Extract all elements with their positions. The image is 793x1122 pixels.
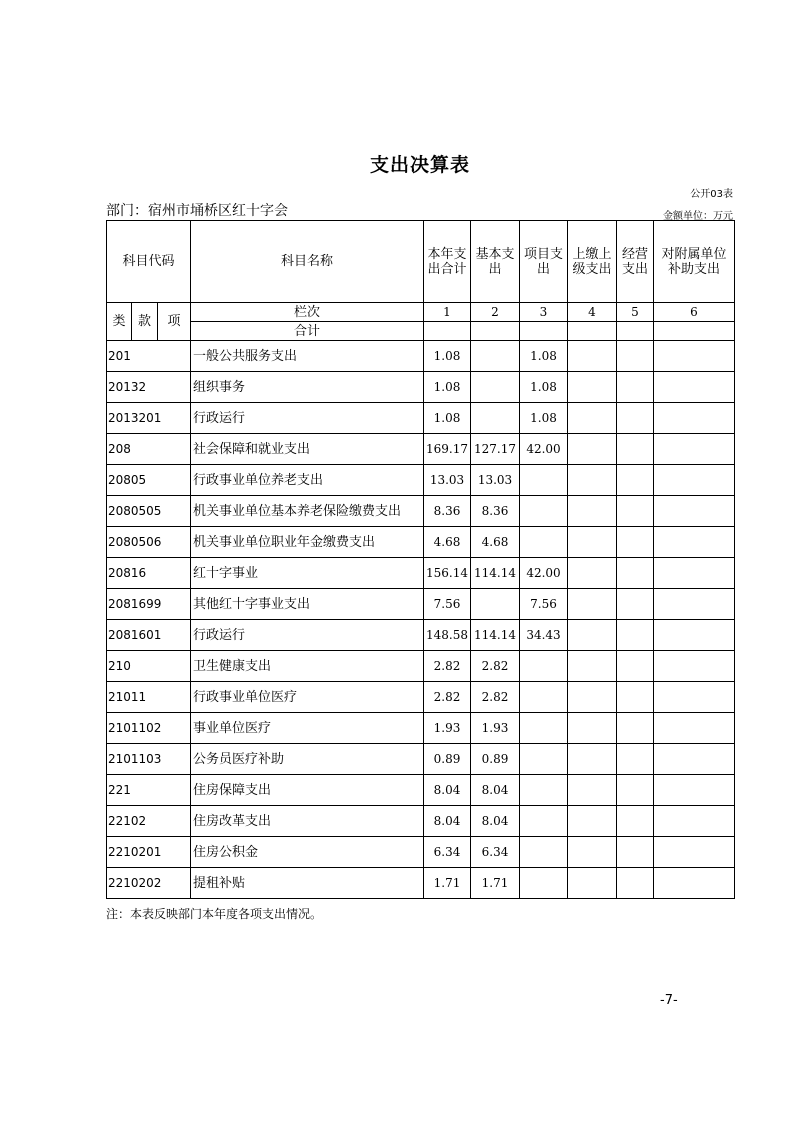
- header-xiang: 项: [158, 303, 191, 341]
- row-value: [617, 496, 654, 527]
- row-value: 13.03: [424, 465, 471, 496]
- row-value: [520, 713, 568, 744]
- row-value: 1.08: [424, 372, 471, 403]
- table-row: [107, 837, 735, 868]
- page-title: 支出决算表: [369, 154, 470, 176]
- total-label: 合计: [191, 322, 424, 341]
- total-cell: [471, 322, 520, 341]
- table-row: [107, 341, 735, 372]
- row-name: 一般公共服务支出: [191, 341, 424, 372]
- row-value: [617, 620, 654, 651]
- table-row: [107, 775, 735, 806]
- row-value: [471, 372, 520, 403]
- row-value: [654, 558, 735, 589]
- row-name: 组织事务: [191, 372, 424, 403]
- header-kuan: 款: [132, 303, 158, 341]
- row-code: 2081699: [107, 589, 191, 620]
- table-row: [107, 744, 735, 775]
- table-row: [107, 682, 735, 713]
- row-code: 20805: [107, 465, 191, 496]
- row-value: 2.82: [471, 651, 520, 682]
- row-code: 2081601: [107, 620, 191, 651]
- row-value: [520, 496, 568, 527]
- row-value: [568, 589, 617, 620]
- row-value: [617, 868, 654, 899]
- row-value: [471, 341, 520, 372]
- row-value: [520, 682, 568, 713]
- row-code: 2013201: [107, 403, 191, 434]
- row-value: [568, 403, 617, 434]
- row-value: [617, 775, 654, 806]
- row-value: [654, 744, 735, 775]
- total-cell: [654, 322, 735, 341]
- header-col: 项目支出: [520, 221, 568, 303]
- footnote: 注：本表反映部门本年度各项支出情况。: [106, 907, 323, 921]
- row-value: [568, 341, 617, 372]
- row-name: 住房保障支出: [191, 775, 424, 806]
- row-name: 红十字事业: [191, 558, 424, 589]
- row-value: [568, 434, 617, 465]
- row-value: [520, 465, 568, 496]
- row-code: 2210202: [107, 868, 191, 899]
- row-value: 0.89: [471, 744, 520, 775]
- row-value: [654, 589, 735, 620]
- row-value: 7.56: [520, 589, 568, 620]
- header-col: 本年支出合计: [424, 221, 471, 303]
- row-name: 提租补贴: [191, 868, 424, 899]
- row-value: 1.08: [424, 403, 471, 434]
- row-value: 1.93: [424, 713, 471, 744]
- row-code: 221: [107, 775, 191, 806]
- row-value: [568, 527, 617, 558]
- row-value: 8.04: [424, 775, 471, 806]
- row-value: 1.71: [471, 868, 520, 899]
- row-value: [568, 806, 617, 837]
- col-number: 4: [568, 303, 617, 322]
- table-row: [107, 589, 735, 620]
- row-value: 114.14: [471, 620, 520, 651]
- row-code: 22102: [107, 806, 191, 837]
- row-value: 148.58: [424, 620, 471, 651]
- row-value: [654, 775, 735, 806]
- row-value: [568, 465, 617, 496]
- row-value: [617, 527, 654, 558]
- total-cell: [424, 322, 471, 341]
- row-name: 事业单位医疗: [191, 713, 424, 744]
- row-value: 1.08: [424, 341, 471, 372]
- row-name: 机关事业单位职业年金缴费支出: [191, 527, 424, 558]
- row-value: [568, 558, 617, 589]
- row-value: [520, 527, 568, 558]
- row-value: [617, 713, 654, 744]
- row-value: [568, 868, 617, 899]
- header-lei: 类: [107, 303, 132, 341]
- row-name: 行政运行: [191, 620, 424, 651]
- table-row: [107, 868, 735, 899]
- row-value: 2.82: [471, 682, 520, 713]
- row-value: [654, 403, 735, 434]
- row-value: [568, 837, 617, 868]
- row-value: [617, 372, 654, 403]
- row-code: 2080506: [107, 527, 191, 558]
- row-value: 1.08: [520, 403, 568, 434]
- row-value: [654, 651, 735, 682]
- row-name: 行政事业单位养老支出: [191, 465, 424, 496]
- table-row: [107, 620, 735, 651]
- row-value: [654, 434, 735, 465]
- row-value: [617, 558, 654, 589]
- row-value: [654, 341, 735, 372]
- total-cell: [568, 322, 617, 341]
- col-number: 5: [617, 303, 654, 322]
- row-name: 公务员医疗补助: [191, 744, 424, 775]
- row-value: [654, 527, 735, 558]
- row-value: 1.93: [471, 713, 520, 744]
- row-code: 2101103: [107, 744, 191, 775]
- row-value: 34.43: [520, 620, 568, 651]
- header-code: 科目代码: [107, 221, 191, 303]
- header-lanci: 栏次: [191, 303, 424, 322]
- row-value: [520, 806, 568, 837]
- row-code: 208: [107, 434, 191, 465]
- row-value: [568, 651, 617, 682]
- row-value: [568, 713, 617, 744]
- row-code: 2101102: [107, 713, 191, 744]
- row-value: 2.82: [424, 682, 471, 713]
- col-number: 1: [424, 303, 471, 322]
- row-value: 7.56: [424, 589, 471, 620]
- form-number: 公开03表: [690, 189, 733, 200]
- table-row: [107, 465, 735, 496]
- row-value: [617, 682, 654, 713]
- unit-label: 金额单位：万元: [663, 211, 733, 222]
- row-name: 行政运行: [191, 403, 424, 434]
- table-row: [107, 713, 735, 744]
- row-value: 1.71: [424, 868, 471, 899]
- row-code: 201: [107, 341, 191, 372]
- total-cell: [520, 322, 568, 341]
- row-value: 114.14: [471, 558, 520, 589]
- row-value: 42.00: [520, 434, 568, 465]
- row-name: 机关事业单位基本养老保险缴费支出: [191, 496, 424, 527]
- row-code: 20132: [107, 372, 191, 403]
- row-value: 2.82: [424, 651, 471, 682]
- table-row: [107, 527, 735, 558]
- row-value: [617, 403, 654, 434]
- row-value: 156.14: [424, 558, 471, 589]
- row-value: 8.04: [471, 775, 520, 806]
- header-col: 对附属单位补助支出: [654, 221, 735, 303]
- row-value: 8.36: [424, 496, 471, 527]
- total-cell: [617, 322, 654, 341]
- row-value: [654, 806, 735, 837]
- row-code: 20816: [107, 558, 191, 589]
- row-code: 21011: [107, 682, 191, 713]
- col-number: 2: [471, 303, 520, 322]
- row-value: [568, 682, 617, 713]
- row-value: [568, 372, 617, 403]
- row-value: [617, 744, 654, 775]
- table-row: [107, 558, 735, 589]
- row-value: 6.34: [424, 837, 471, 868]
- row-value: 8.04: [424, 806, 471, 837]
- row-value: [568, 775, 617, 806]
- row-value: [654, 372, 735, 403]
- row-value: [520, 775, 568, 806]
- row-name: 社会保障和就业支出: [191, 434, 424, 465]
- row-value: 1.08: [520, 372, 568, 403]
- row-value: [617, 806, 654, 837]
- row-value: [654, 465, 735, 496]
- row-value: [568, 744, 617, 775]
- row-value: 0.89: [424, 744, 471, 775]
- row-value: [654, 837, 735, 868]
- row-value: [520, 651, 568, 682]
- row-value: [617, 651, 654, 682]
- header-name: 科目名称: [191, 221, 424, 303]
- row-code: 2210201: [107, 837, 191, 868]
- row-value: 1.08: [520, 341, 568, 372]
- row-value: 4.68: [471, 527, 520, 558]
- row-value: 6.34: [471, 837, 520, 868]
- page-number: -7-: [660, 993, 678, 1008]
- table-row: [107, 403, 735, 434]
- row-value: 127.17: [471, 434, 520, 465]
- header-col: 基本支出: [471, 221, 520, 303]
- table-row: [107, 434, 735, 465]
- table-row: [107, 806, 735, 837]
- row-value: [568, 496, 617, 527]
- header-col: 经营支出: [617, 221, 654, 303]
- row-value: [654, 620, 735, 651]
- row-name: 住房公积金: [191, 837, 424, 868]
- row-code: 210: [107, 651, 191, 682]
- row-name: 行政事业单位医疗: [191, 682, 424, 713]
- row-value: 13.03: [471, 465, 520, 496]
- row-code: 2080505: [107, 496, 191, 527]
- header-col: 上缴上级支出: [568, 221, 617, 303]
- col-number: 3: [520, 303, 568, 322]
- row-value: 8.04: [471, 806, 520, 837]
- row-value: 169.17: [424, 434, 471, 465]
- table-row: [107, 372, 735, 403]
- col-number: 6: [654, 303, 735, 322]
- row-value: [654, 868, 735, 899]
- row-value: [520, 744, 568, 775]
- row-value: 42.00: [520, 558, 568, 589]
- row-value: [654, 496, 735, 527]
- table-row: [107, 496, 735, 527]
- row-value: [520, 837, 568, 868]
- table-row: [107, 651, 735, 682]
- row-value: [617, 341, 654, 372]
- row-value: [617, 434, 654, 465]
- row-name: 卫生健康支出: [191, 651, 424, 682]
- expenditure-table: [106, 220, 735, 899]
- row-value: [617, 589, 654, 620]
- row-value: [654, 713, 735, 744]
- row-value: [617, 465, 654, 496]
- row-value: [471, 403, 520, 434]
- row-value: 4.68: [424, 527, 471, 558]
- row-value: 8.36: [471, 496, 520, 527]
- department-label: 部门：宿州市埇桥区红十字会: [106, 203, 288, 219]
- row-value: [471, 589, 520, 620]
- row-value: [617, 837, 654, 868]
- row-name: 其他红十字事业支出: [191, 589, 424, 620]
- row-value: [520, 868, 568, 899]
- row-value: [654, 682, 735, 713]
- row-name: 住房改革支出: [191, 806, 424, 837]
- row-value: [568, 620, 617, 651]
